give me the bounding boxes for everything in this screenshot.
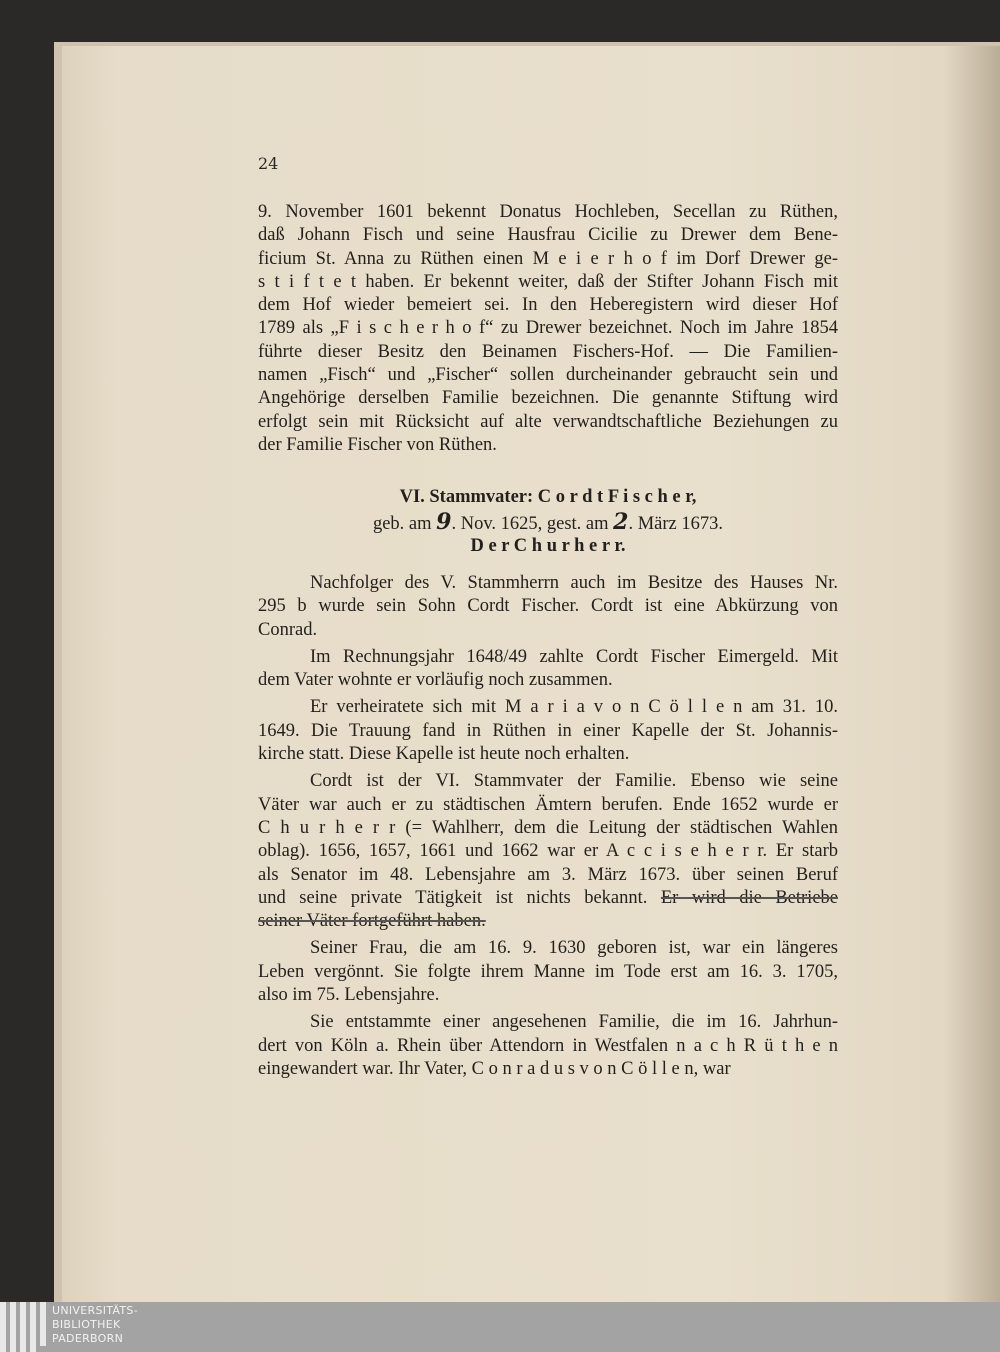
struck-text: Er wird die Betriebe [660,887,838,908]
text-line [258,1058,838,1081]
struck-text: seiner Väter fortgeführt haben. [258,911,486,932]
text-segment: 295 b wurde sein Sohn Cordt Fischer. Cordt ist eine Abkürzung von [258,596,838,617]
text-segment: Sie entstammte einer angesehenen Familie, die im 16. Jahrhun- [310,1012,838,1033]
text-line [258,317,838,340]
text-line [258,864,838,887]
text-line [258,770,838,793]
text-segment: dem Hof wieder bemeiert sei. In den Heberegistern wird dieser Hof [258,295,838,316]
dates-suffix: . März 1673. [628,514,724,535]
paragraph [258,201,838,457]
text-line [258,411,838,434]
text-line [258,572,838,595]
text-segment: dem Vater wohnte er vorläufig noch zusammen. [258,670,613,691]
section-heading [258,486,838,559]
text-segment: ficium St. Anna zu Rüthen einen M e i e r h o f im Dorf Drewer ge- [258,248,838,269]
text-segment: der Familie Fischer von Rüthen. [258,434,497,455]
heading-dates [258,509,838,535]
text-segment: dert von Köln a. Rhein über Attendorn in Westfalen n a c h R ü t h e n [258,1035,838,1056]
page-number: 24 [258,154,279,173]
heading-title: VI. Stammvater: C o r d t F i s c h e r, [399,487,697,507]
dates-prefix: geb. am [372,514,437,535]
intro-paragraph [258,201,838,461]
text-segment: erfolgt sein mit Rücksicht auf alte verwandtschaftliche Beziehungen zu [258,411,838,432]
text-segment: also im 75. Lebensjahre. [258,985,440,1006]
paragraph [258,1011,838,1081]
text-segment: eingewandert war. Ihr Vater, C o n r a d u s v o n C ö l l e n, war [258,1058,731,1079]
text-line [258,224,838,247]
body-text [258,572,838,1085]
text-segment: führte dieser Besitz den Beinamen Fischers-Hof. — Die Familien- [258,341,838,362]
text-segment: Er verheiratete sich mit M a r i a v o n C ö l l e n am 31. 10. [310,697,838,718]
text-segment: als Senator im 48. Lebensjahre am 3. März 1673. über seinen Beruf [258,864,838,885]
library-logo-text [52,1304,138,1346]
text-line [258,434,838,457]
text-line [258,201,838,224]
text-line [258,720,838,743]
text-line [258,248,838,271]
heading-subtitle: D e r C h u r h e r r. [470,536,626,557]
text-line [258,1011,838,1034]
handwritten-birth-day: 9 [436,509,452,536]
text-segment: Seiner Frau, die am 16. 9. 1630 geboren ist, war ein längeres [310,938,838,959]
library-footer [0,1302,1000,1352]
text-line [258,669,838,692]
logo-line: BIBLIOTHEK [52,1318,121,1331]
text-line [258,817,838,840]
paragraph [258,572,838,642]
text-line [258,341,838,364]
text-segment: s t i f t e t haben. Er bekennt weiter, daß der Stifter Johann Fisch mit [258,271,838,292]
dates-mid: . Nov. 1625, gest. am [451,514,614,535]
text-segment: 1789 als „F i s c h e r h o f“ zu Drewer bezeichnet. Noch im Jahre 1854 [258,318,838,339]
text-segment: Leben vergönnt. Sie folgte ihrem Manne im Tode erst am 16. 3. 1705, [258,961,838,982]
text-line [258,646,838,669]
text-line [258,794,838,817]
text-segment: und seine private Tätigkeit ist nichts bekannt. [258,887,661,908]
text-segment: Angehörige derselben Familie bezeichnen. Die genannte Stiftung wird [258,388,838,409]
text-line [258,696,838,719]
text-segment: namen „Fisch“ und „Fischer“ sollen durcheinander gebraucht sein und [258,365,838,386]
text-segment: daß Johann Fisch und seine Hausfrau Cicilie zu Drewer dem Bene- [258,225,838,246]
text-segment: Väter war auch er zu städtischen Ämtern berufen. Ende 1652 wurde er [258,794,838,815]
text-segment: C h u r h e r r (= Wahlherr, dem die Leitung der städtischen Wahlen [258,817,838,838]
logo-line: PADERBORN [52,1332,124,1345]
text-line [258,743,838,766]
text-segment: kirche statt. Diese Kapelle ist heute noch erhalten. [258,744,630,765]
text-segment: Nachfolger des V. Stammherrn auch im Besitze des Hauses Nr. [310,573,838,593]
text-segment: Cordt ist der VI. Stammvater der Familie. Ebenso wie seine [310,771,838,792]
handwritten-death-day: 2 [613,509,629,536]
text-line [258,271,838,294]
paragraph [258,646,838,693]
paragraph [258,937,838,1007]
paragraph [258,696,838,766]
text-segment: oblag). 1656, 1657, 1661 und 1662 war er A c c i s e h e r r. Er starb [258,841,838,862]
text-segment: Im Rechnungsjahr 1648/49 zahlte Cordt Fischer Eimergeld. Mit [310,646,838,667]
text-line [258,984,838,1007]
text-line [258,294,838,317]
text-line [258,595,838,618]
text-segment: 9. November 1601 bekennt Donatus Hochleben, Secellan zu Rüthen, [258,202,838,222]
text-line [258,1035,838,1058]
text-line [258,387,838,410]
paragraph [258,770,838,933]
text-line [258,937,838,960]
text-line [258,840,838,863]
text-line [258,910,838,933]
text-line [258,619,838,642]
text-line [258,961,838,984]
text-segment: Conrad. [258,619,318,640]
logo-line: UNIVERSITÄTS- [52,1304,138,1317]
text-segment: 1649. Die Trauung fand in Rüthen in einer Kapelle der St. Johannis- [258,720,838,741]
text-line [258,887,838,910]
text-line [258,364,838,387]
